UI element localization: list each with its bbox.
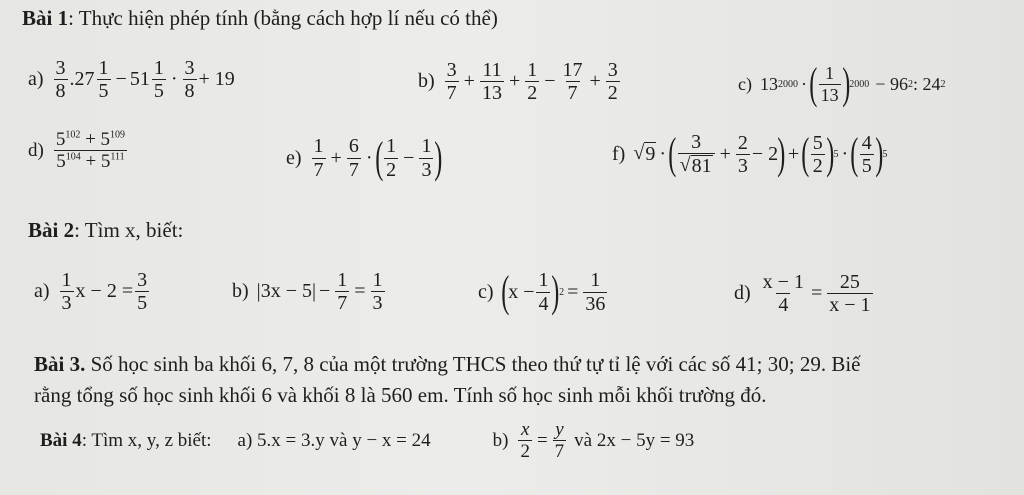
denominator: 13	[820, 84, 839, 105]
numerator: 25	[839, 271, 860, 293]
numerator: 1	[538, 269, 549, 292]
tail: + 19	[198, 68, 235, 91]
numerator: 1	[421, 135, 432, 158]
denominator: 7	[348, 158, 359, 181]
denominator: 7	[337, 292, 348, 315]
bai1-e: e) $\frac{1}{7}$ + $\frac{6}{7}$ · ( $\frac{1}{2}$ − $\frac{1}{3}$ )	[286, 133, 443, 182]
bai2-c: c) ( x − $\frac{1}{4}$ ) 2 = $\frac{1}{36}$	[478, 267, 606, 316]
exponent: 2000	[849, 78, 870, 90]
numerator: 3	[446, 59, 457, 81]
numerator: 5	[812, 131, 823, 154]
bai3-text-1: Số học sinh ba khối 6, 7, 8 của một trường THCS theo thứ tự tỉ lệ với các số 41; 30; 29. Biế	[85, 352, 861, 376]
numerator: 1	[527, 59, 538, 81]
fraction	[827, 272, 872, 316]
exponent: 111	[110, 152, 125, 164]
denominator: 2	[812, 154, 823, 177]
exponent: 109	[110, 129, 126, 141]
denominator: 7	[567, 82, 578, 105]
base: 13	[759, 73, 778, 94]
fraction	[445, 60, 459, 104]
denominator: 3	[421, 158, 432, 181]
bai1-b: b) $\frac{3}{7}$ + $\frac{11}{13}$ + $\frac{1}{2}$ − $\frac{17}{7}$ + $\frac{3}{2}$	[418, 59, 618, 105]
label-1f: f)	[612, 142, 626, 165]
bai4-a: a) 5.x = 3.y và y − x = 24	[237, 429, 431, 451]
bai3-line2	[34, 383, 767, 408]
fraction	[480, 60, 504, 104]
bai1-heading: Bài 1	[22, 6, 69, 30]
term: 5	[56, 151, 66, 173]
label-2c: c)	[478, 280, 494, 303]
label-1e: e)	[286, 146, 302, 169]
denominator: 2	[607, 82, 618, 105]
numerator: 1	[98, 57, 109, 79]
term: − 2	[751, 142, 779, 165]
numerator: x − 1	[762, 271, 804, 293]
bai3-text-2: rằng tổng số học sinh khối 6 và khối 8 là 560 em. Tính số học sinh mỗi khối trường đó.	[34, 383, 767, 407]
fraction	[60, 270, 74, 314]
term: x − 2 =	[75, 280, 134, 303]
numerator: 1	[61, 269, 72, 291]
bai1-d	[28, 130, 129, 172]
fraction	[736, 133, 750, 177]
denominator: 7	[446, 82, 457, 105]
absolute-value: 3x − 5	[260, 280, 312, 303]
bai2-d: d) $\frac{x - 1}{4}$ = $\frac{25}{x - 1}$	[734, 271, 871, 317]
bai4: Bài 4 : Tìm x, y, z biết: a) 5.x = 3.y và y − x = 24 b) $\frac{x}{2}$ = $\frac{y}{7}$ và 2x − 5y = 93	[40, 419, 695, 463]
term: : 24	[912, 73, 941, 94]
numerator: 1	[153, 57, 164, 79]
numerator: 3	[55, 57, 66, 79]
fraction	[561, 60, 585, 104]
label-1b: b)	[418, 70, 435, 93]
bai1-title-text: : Thực hiện phép tính (bằng cách hợp lí nếu có thể)	[68, 6, 498, 30]
exponent: 5	[882, 148, 888, 160]
numerator: x	[520, 419, 530, 440]
fraction	[54, 58, 68, 102]
fraction	[525, 60, 539, 104]
exponent: 2	[907, 78, 913, 90]
exponent: 2	[559, 286, 565, 298]
bai1-a: a) $\frac{3}{8}$ .27 $\frac{1}{5}$ − 51 $\frac{1}{5}$ · $\frac{3}{8}$ + 19	[28, 57, 235, 103]
whole-number: .27	[69, 68, 95, 91]
denominator: 3	[372, 292, 383, 315]
bai2-heading: Bài 2	[28, 218, 75, 242]
denominator: 4	[778, 294, 789, 317]
fraction	[819, 64, 841, 104]
bai2-title-text: : Tìm x, biết:	[74, 218, 184, 242]
fraction	[518, 420, 532, 462]
bai1-title	[22, 6, 498, 31]
denominator: 5	[137, 292, 148, 315]
bai1-c: c) 13 2000 · ( $\frac{1}{13}$ ) 2000 − 96 2 : 24 2	[738, 59, 946, 108]
label-4b: b)	[492, 429, 509, 451]
bai2-title	[28, 218, 183, 243]
denominator: 7	[554, 441, 565, 463]
denominator: 2	[520, 441, 530, 463]
exponent: 2000	[777, 78, 798, 90]
numerator: 1	[337, 269, 348, 291]
fraction	[606, 60, 620, 104]
fraction	[312, 136, 326, 180]
label-1d: d)	[28, 139, 44, 161]
term: − 96	[875, 73, 908, 94]
exponent: 2	[940, 78, 946, 90]
square-root: √ 9	[633, 142, 656, 166]
numerator: y	[555, 419, 564, 440]
denominator: 2	[527, 82, 538, 105]
exponent: 5	[833, 148, 839, 160]
denominator: 5	[153, 80, 164, 103]
denominator: 36	[585, 292, 606, 315]
term: + 5	[85, 129, 111, 150]
label-2d: d)	[734, 282, 751, 305]
numerator: 17	[562, 59, 583, 81]
numerator: 4	[861, 131, 872, 154]
numerator: 6	[348, 135, 359, 158]
exponent: 102	[65, 129, 81, 141]
label-1c: c)	[738, 73, 752, 94]
denominator: 3	[61, 292, 72, 315]
bai3-heading: Bài 3.	[34, 352, 86, 376]
bai1-f: f) √ 9 · ( 3 √ 81 + $\frac{2}{3}$ − 2 ) + ( $\frac{5}{2}$ ) 5 · ( $\frac{4}{5}$ ) 5	[612, 129, 888, 179]
denominator: 8	[55, 80, 66, 103]
numerator: 2	[737, 131, 748, 154]
denominator: 2	[386, 158, 397, 181]
bai4-title-text: : Tìm x, y, z biết:	[81, 429, 212, 451]
fraction	[553, 420, 567, 462]
term: 5	[55, 129, 66, 150]
fraction	[583, 270, 607, 314]
fraction	[811, 133, 825, 177]
denominator: 7	[313, 158, 324, 181]
numerator: 1	[313, 135, 324, 158]
radicand: 81	[691, 155, 712, 178]
numerator: 3	[607, 59, 618, 81]
fraction	[384, 136, 398, 180]
denominator: 5	[861, 154, 872, 177]
denominator: 5	[98, 80, 109, 103]
denominator: 13	[481, 82, 502, 105]
bai2-b: b) | 3x − 5 | − $\frac{1}{7}$ = $\frac{1}{3}$	[232, 269, 383, 315]
numerator: 1	[386, 135, 397, 158]
whole-number: 51	[129, 68, 150, 91]
denominator: x − 1	[829, 294, 871, 317]
label-1a: a)	[28, 68, 44, 91]
numerator: 3	[691, 131, 702, 153]
numerator: 3	[137, 269, 148, 291]
fraction	[135, 270, 149, 314]
denominator: 3	[737, 154, 748, 177]
numerator: 11	[482, 59, 502, 81]
numerator: 1	[590, 269, 601, 292]
fraction	[97, 58, 111, 102]
fraction	[152, 58, 166, 102]
term: x −	[508, 280, 535, 303]
fraction	[860, 133, 874, 177]
fraction	[761, 272, 806, 316]
fraction	[54, 130, 127, 172]
term: và 2x − 5y = 93	[574, 429, 695, 451]
fraction	[347, 136, 361, 180]
label-2a: a)	[34, 280, 50, 303]
bai3-line1	[34, 352, 861, 377]
fraction	[536, 270, 550, 314]
radicand: 9	[645, 143, 656, 166]
fraction	[335, 270, 349, 314]
numerator: 1	[372, 269, 383, 291]
numerator: 3	[184, 57, 195, 79]
label-2b: b)	[232, 280, 249, 303]
denominator: 4	[538, 292, 549, 315]
fraction	[419, 136, 433, 180]
exponent: 104	[65, 152, 81, 164]
numerator: 1	[825, 63, 835, 84]
denominator: 8	[184, 80, 195, 103]
fraction	[183, 58, 197, 102]
bai2-a	[34, 270, 151, 314]
fraction: 3 √ 81	[678, 132, 715, 177]
bai4-heading: Bài 4	[40, 429, 82, 451]
fraction	[371, 270, 385, 314]
term: + 5	[85, 151, 111, 173]
